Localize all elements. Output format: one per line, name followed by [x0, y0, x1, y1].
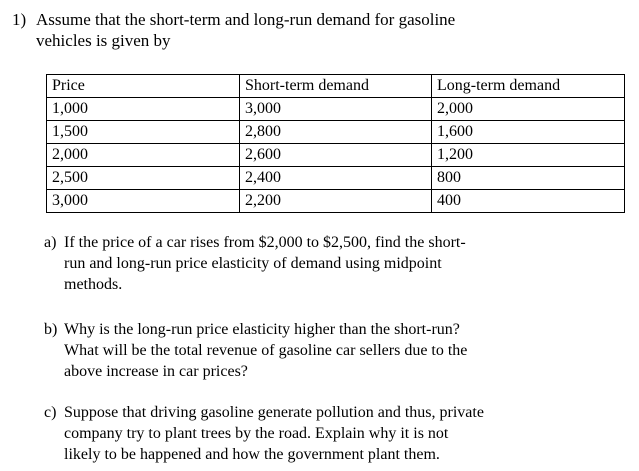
- cell-price: 3,000: [47, 190, 240, 213]
- question-number: 1): [12, 10, 27, 29]
- subquestion-c-line: likely to be happened and how the government plant them.: [64, 446, 440, 463]
- table-row: [47, 190, 625, 213]
- table-row: [47, 144, 625, 167]
- cell-short-term: 2,600: [240, 144, 432, 167]
- cell-long-term: 800: [432, 167, 625, 190]
- header-price: Price: [47, 75, 240, 98]
- subquestion-b-line: above increase in car prices?: [64, 363, 248, 380]
- table-row: [47, 98, 625, 121]
- header-long-term-demand: Long-term demand: [432, 75, 625, 98]
- header-short-term-demand: Short-term demand: [240, 75, 432, 98]
- subquestion-a-line: run and long-run price elasticity of demand using midpoint: [64, 255, 442, 272]
- question-text-line-2: vehicles is given by: [36, 31, 171, 50]
- subquestion-a-line: If the price of a car rises from $2,000 to $2,500, find the short-: [64, 234, 466, 251]
- question-heading: [12, 9, 622, 51]
- subquestion-b: [44, 319, 604, 382]
- cell-price: 2,500: [47, 167, 240, 190]
- cell-long-term: 400: [432, 190, 625, 213]
- cell-price: 1,000: [47, 98, 240, 121]
- subquestion-b-label: b): [44, 321, 58, 338]
- subquestion-b-line: Why is the long-run price elasticity higher than the short-run?: [64, 321, 460, 338]
- subquestion-c-line: company try to plant trees by the road. Explain why it is not: [64, 425, 449, 442]
- cell-price: 2,000: [47, 144, 240, 167]
- cell-short-term: 2,800: [240, 121, 432, 144]
- subquestion-a-line: methods.: [64, 276, 123, 293]
- cell-long-term: 2,000: [432, 98, 625, 121]
- subquestion-c: [44, 402, 604, 465]
- subquestion-a: [44, 232, 604, 295]
- question-text-line-1: Assume that the short-term and long-run demand for gasoline: [36, 10, 456, 29]
- demand-table: [46, 74, 625, 213]
- cell-long-term: 1,200: [432, 144, 625, 167]
- subquestion-b-line: What will be the total revenue of gasoline car sellers due to the: [64, 342, 468, 359]
- cell-short-term: 3,000: [240, 98, 432, 121]
- subquestion-c-line: Suppose that driving gasoline generate pollution and thus, private: [64, 404, 484, 421]
- table-header-row: [47, 75, 625, 98]
- cell-long-term: 1,600: [432, 121, 625, 144]
- table-row: [47, 121, 625, 144]
- cell-short-term: 2,200: [240, 190, 432, 213]
- subquestion-c-label: c): [44, 404, 57, 421]
- question-line-1: [12, 9, 622, 30]
- cell-short-term: 2,400: [240, 167, 432, 190]
- table-row: [47, 167, 625, 190]
- cell-price: 1,500: [47, 121, 240, 144]
- subquestion-a-label: a): [44, 234, 57, 251]
